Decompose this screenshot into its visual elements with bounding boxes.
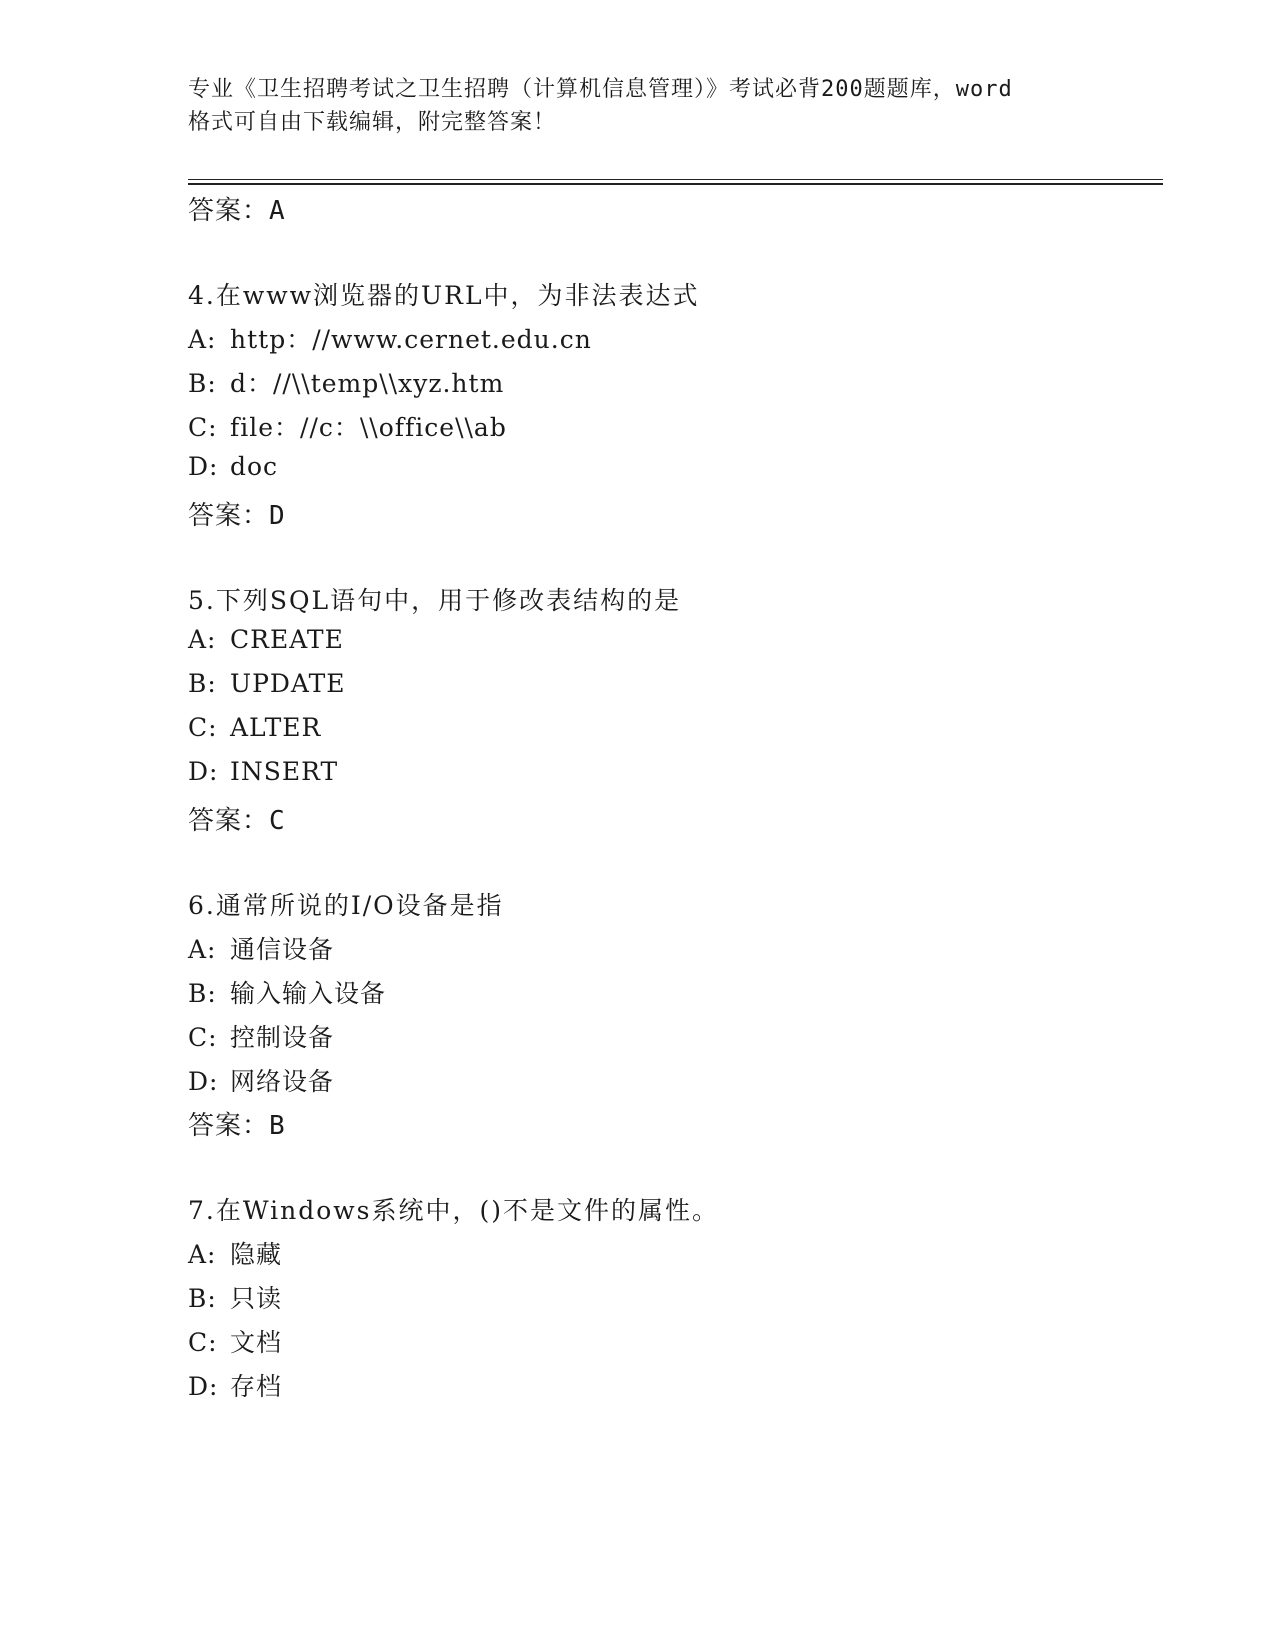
- option-text: http：//www.cernet.edu.cn: [230, 325, 592, 354]
- option-key: D:: [188, 757, 219, 786]
- question-7-option-d: [188, 1367, 282, 1403]
- question-7-option-b: [188, 1279, 282, 1315]
- option-key: B:: [188, 669, 217, 698]
- header-title-line-2: 格式可自由下载编辑，附完整答案！: [188, 110, 557, 135]
- question-6-option-d: [188, 1062, 334, 1098]
- option-text: 存档: [230, 1372, 283, 1401]
- question-7-option-c: [188, 1323, 282, 1359]
- option-key: B:: [188, 369, 217, 398]
- option-text: 控制设备: [230, 1023, 335, 1052]
- question-4-option-d: [188, 452, 278, 481]
- option-text: 输入输入设备: [230, 979, 387, 1008]
- question-5-answer: 答案：C: [188, 806, 286, 836]
- option-text: 只读: [230, 1284, 283, 1313]
- option-key: D:: [188, 1067, 219, 1096]
- question-4-stem: 4.在www浏览器的URL中，为非法表达式: [188, 281, 700, 310]
- option-key: C:: [188, 1023, 218, 1052]
- option-text: INSERT: [230, 757, 339, 786]
- document-header: [188, 73, 1093, 139]
- question-5-option-b: [188, 669, 346, 698]
- question-6-option-a: [188, 930, 334, 966]
- question-6-option-c: [188, 1018, 334, 1054]
- option-text: 通信设备: [230, 935, 335, 964]
- question-4-answer: 答案：D: [188, 501, 286, 531]
- option-text: ALTER: [230, 713, 322, 742]
- question-6-stem: 6.通常所说的I/O设备是指: [188, 891, 504, 920]
- question-5-stem: 5.下列SQL语句中，用于修改表结构的是: [188, 586, 682, 615]
- option-key: D:: [188, 452, 219, 481]
- question-5-option-c: [188, 713, 321, 742]
- option-key: A:: [188, 1240, 217, 1269]
- option-key: B:: [188, 1284, 217, 1313]
- option-text: d：//\\temp\\xyz.htm: [230, 369, 505, 398]
- option-text: 隐藏: [230, 1240, 283, 1269]
- option-key: B:: [188, 979, 217, 1008]
- option-key: D:: [188, 1372, 219, 1401]
- question-7-option-a: [188, 1235, 282, 1271]
- question-5-option-d: [188, 757, 338, 786]
- option-text: CREATE: [230, 625, 344, 654]
- question-4-option-a: [188, 320, 592, 356]
- question-4-option-c: [188, 408, 507, 444]
- header-divider-thin: [188, 179, 1163, 180]
- option-text: 网络设备: [230, 1067, 335, 1096]
- option-key: C:: [188, 713, 218, 742]
- option-key: A:: [188, 625, 217, 654]
- option-text: 文档: [230, 1328, 283, 1357]
- option-text: UPDATE: [230, 669, 346, 698]
- header-title-line-1: 专业《卫生招聘考试之卫生招聘（计算机信息管理）》考试必背200题题库，word: [188, 77, 1013, 102]
- header-divider-thick: [188, 183, 1163, 185]
- option-key: A:: [188, 325, 217, 354]
- question-6-answer: 答案：B: [188, 1111, 286, 1141]
- question-5-option-a: [188, 625, 344, 654]
- option-key: A:: [188, 935, 217, 964]
- option-key: C:: [188, 1328, 218, 1357]
- option-text: doc: [230, 452, 279, 481]
- answer-previous-question: 答案：A: [188, 196, 286, 226]
- question-6-option-b: [188, 974, 386, 1010]
- question-7-stem: 7.在Windows系统中，()不是文件的属性。: [188, 1196, 719, 1225]
- option-text: file：//c：\\office\\ab: [230, 413, 507, 442]
- option-key: C:: [188, 413, 218, 442]
- question-4-option-b: [188, 364, 504, 400]
